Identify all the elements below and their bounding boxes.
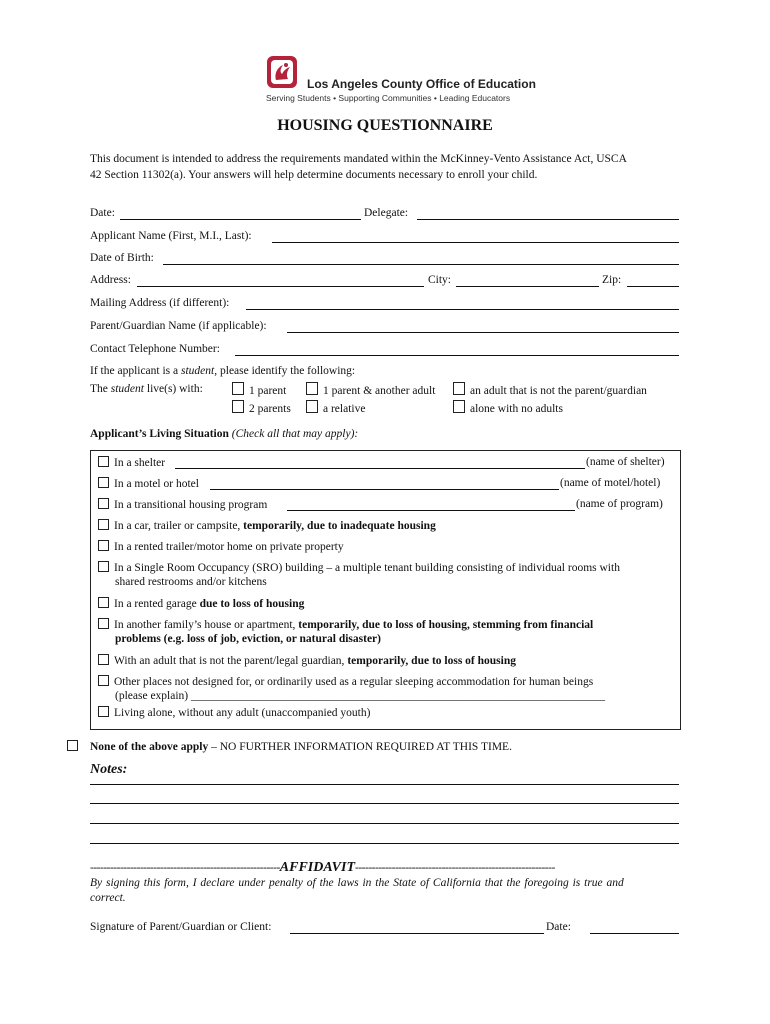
address-label: Address: [90,274,131,286]
checkbox-icon[interactable] [232,382,244,395]
checkbox-icon[interactable] [98,675,109,686]
item-label-bold: temporarily, due to loss of housing [347,655,516,667]
affidavit-dashes-left: --------------------------------------------------------- [90,862,280,874]
option-1-parent-another-adult[interactable] [306,382,435,397]
option-label: 2 parents [249,403,291,415]
item-other-places[interactable] [98,675,593,688]
option-label: alone with no adults [470,403,563,415]
city-label: City: [428,274,452,286]
checkbox-icon[interactable] [98,654,109,665]
item-rented-trailer[interactable] [98,540,344,553]
living-situation-box [90,450,681,730]
lives-with-post: live(s) with: [144,383,203,395]
none-rest: – NO FURTHER INFORMATION REQUIRED AT THIS TIME. [208,741,512,753]
org-tagline: Serving Students • Supporting Communities • Leading Educators [266,93,511,103]
checkbox-icon[interactable] [98,519,109,530]
item-living-alone[interactable] [98,706,370,719]
mailing-field[interactable] [246,309,679,310]
item-label-bold: temporarily, due to loss of housing, stemming from financial [298,619,594,631]
program-name-field[interactable] [287,510,575,511]
heading-italic: (Check all that may apply): [231,428,359,440]
notes-line-4[interactable] [90,843,679,844]
living-situation-heading [90,428,358,440]
page-title: HOUSING QUESTIONNAIRE [277,117,493,134]
item-label: In a Single Room Occupancy (SRO) building – a multiple tenant building consisting of individual rooms with [114,562,620,574]
notes-label: Notes: [90,762,128,777]
option-alone[interactable] [453,400,563,415]
signature-field[interactable] [290,933,544,934]
item-garage[interactable] [98,597,304,610]
affidavit-text-2: correct. [90,892,126,904]
checkbox-icon[interactable] [98,456,109,467]
checkbox-icon[interactable] [98,477,109,488]
delegate-label: Delegate: [364,207,409,219]
notes-line-2[interactable] [90,803,679,804]
checkbox-icon[interactable] [453,400,465,413]
city-field[interactable] [456,286,599,287]
item-label: In a motel or hotel [114,478,199,490]
option-label: an adult that is not the parent/guardian [470,385,647,397]
checkbox-icon[interactable] [232,400,244,413]
family-line-2: problems (e.g. loss of job, eviction, or natural disaster) [115,633,381,645]
zip-label: Zip: [602,274,622,286]
other-explain-line[interactable]: (please explain) ________________________________________________________________________ [115,690,605,702]
affidavit-label: AFFIDAVIT [279,860,356,875]
item-label: In a car, trailer or campsite, [114,520,244,532]
item-car[interactable] [98,519,436,532]
affidavit-dashes-right: ------------------------------------------------------------ [355,862,555,874]
mailing-label: Mailing Address (if different): [90,297,230,309]
item-another-family[interactable] [98,618,593,631]
item-shelter[interactable] [98,456,165,469]
item-label: With an adult that is not the parent/legal guardian, [114,655,348,667]
option-adult-not-parent[interactable] [453,382,647,397]
shelter-name-field[interactable] [175,468,585,469]
checkbox-icon[interactable] [67,740,78,751]
checkbox-icon[interactable] [98,706,109,717]
affidavit-text-1: By signing this form, I declare under penalty of the laws in the State of California that the foregoing is true and [90,877,624,889]
none-of-above-option[interactable] [67,740,512,753]
motel-suffix: (name of motel/hotel) [560,477,661,489]
notes-line-1[interactable] [90,784,679,785]
transitional-suffix: (name of program) [576,498,663,510]
checkbox-icon[interactable] [98,540,109,551]
intro-line-1: This document is intended to address the requirements mandated within the McKinney-Vento Assistance Act, USCA [90,153,627,165]
date-label: Date: [90,207,115,219]
option-2-parents[interactable] [232,400,291,415]
item-label-bold: due to loss of housing [199,598,305,610]
notes-line-3[interactable] [90,823,679,824]
item-label: In another family’s house or apartment, [114,619,299,631]
student-prompt [90,365,355,377]
signature-date-label: Date: [546,921,571,933]
item-label: In a shelter [114,457,166,469]
sro-line-2: shared restrooms and/or kitchens [115,576,267,588]
intro-line-2: 42 Section 11302(a). Your answers will help determine documents necessary to enroll your child. [90,169,538,181]
item-label-bold: temporarily, due to inadequate housing [243,520,436,532]
checkbox-icon[interactable] [98,498,109,509]
item-motel[interactable] [98,477,199,490]
checkbox-icon[interactable] [453,382,465,395]
item-label: In a rented trailer/motor home on private property [114,541,344,553]
item-adult-not-parent[interactable] [98,654,516,667]
student-lives-with-label [90,383,203,395]
item-sro[interactable] [98,561,620,574]
item-label: In a transitional housing program [114,499,268,511]
option-1-parent[interactable] [232,382,286,397]
guardian-field[interactable] [287,332,679,333]
motel-name-field[interactable] [210,489,559,490]
student-prompt-post: , please identify the following: [214,365,356,377]
phone-label: Contact Telephone Number: [90,343,220,355]
item-transitional[interactable] [98,498,267,511]
address-field[interactable] [137,286,424,287]
signature-date-field[interactable] [590,933,679,934]
lacoe-logo-icon [266,55,298,89]
dob-label: Date of Birth: [90,252,154,264]
org-name: Los Angeles County Office of Education [307,77,536,91]
date-field[interactable] [120,219,361,220]
option-label: 1 parent & another adult [323,385,436,397]
option-label: 1 parent [249,385,287,397]
delegate-field[interactable] [417,219,679,220]
lives-with-em: student [110,383,144,395]
checkbox-icon[interactable] [306,382,318,395]
checkbox-icon[interactable] [98,597,109,608]
signature-label: Signature of Parent/Guardian or Client: [90,921,272,933]
item-label: In a rented garage [114,598,200,610]
applicant-name-label: Applicant Name (First, M.I., Last): [90,230,252,242]
item-label: Other places not designed for, or ordinarily used as a regular sleeping accommodation for human beings [114,676,594,688]
none-bold: None of the above apply [90,741,209,753]
item-label: Living alone, without any adult (unaccompanied youth) [114,707,371,719]
zip-field[interactable] [627,286,679,287]
checkbox-icon[interactable] [98,561,109,572]
heading-bold: Applicant’s Living Situation [90,428,229,440]
option-relative[interactable] [306,400,365,415]
applicant-name-field[interactable] [272,242,679,243]
student-prompt-em: student [181,365,215,377]
shelter-suffix: (name of shelter) [586,456,665,468]
guardian-label: Parent/Guardian Name (if applicable): [90,320,267,332]
dob-field[interactable] [163,264,679,265]
checkbox-icon[interactable] [306,400,318,413]
option-label: a relative [323,403,366,415]
phone-field[interactable] [235,355,679,356]
student-prompt-pre: If the applicant is a [90,365,182,377]
checkbox-icon[interactable] [98,618,109,629]
lives-with-pre: The [90,383,111,395]
affidavit-header [90,860,555,876]
